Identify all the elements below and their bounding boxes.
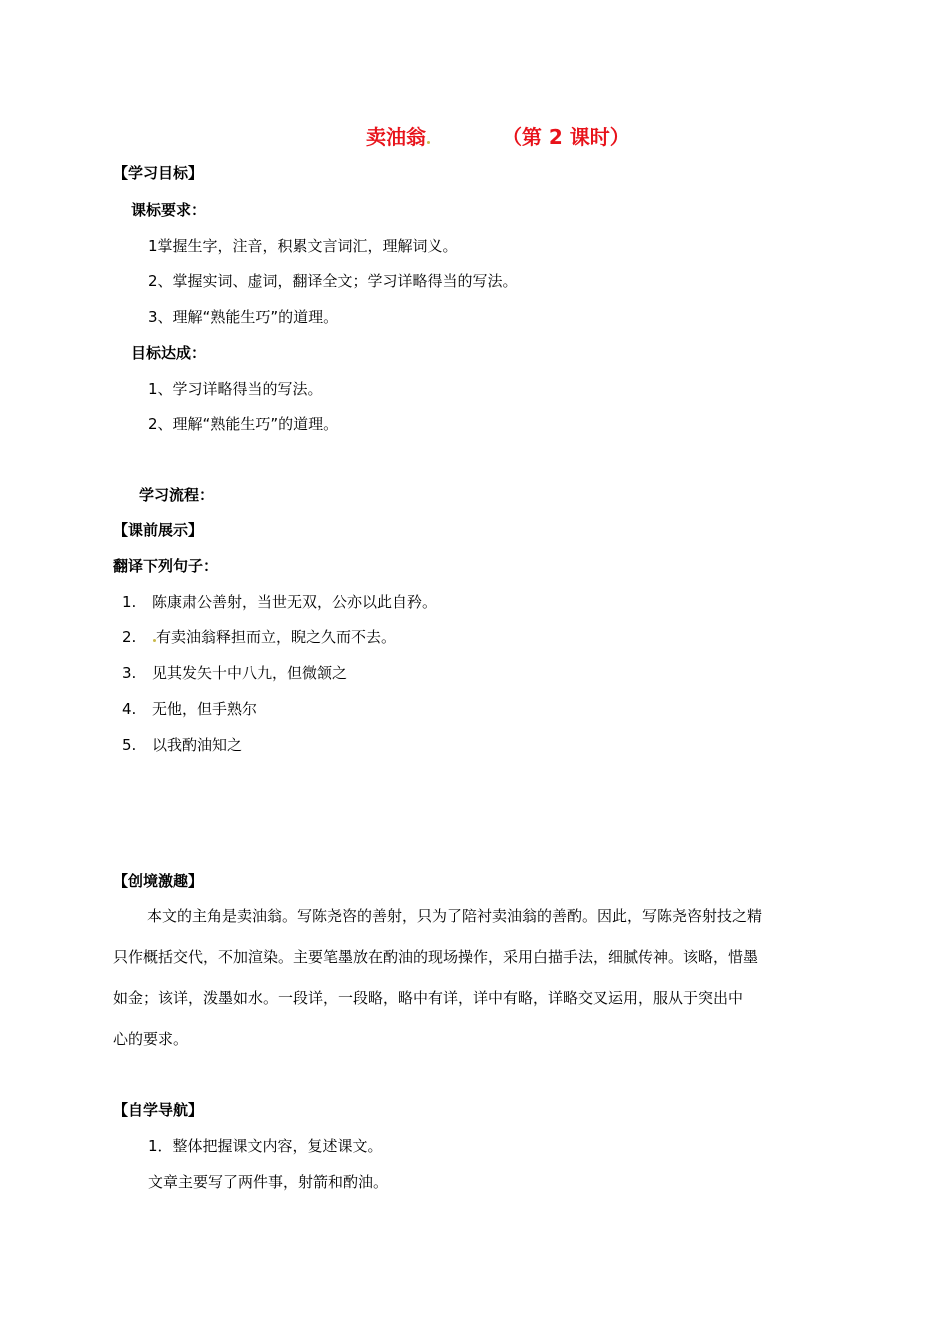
sentence-item	[122, 663, 347, 683]
sentence-text: 有卖油翁释担而立，睨之久而不去。	[156, 628, 397, 646]
sentence-item	[122, 735, 242, 755]
selfstudy-item: 1．整体把握课文内容，复述课文。	[148, 1137, 383, 1155]
preview-heading: 【课前展示】	[113, 521, 204, 539]
sentence-item	[122, 699, 257, 719]
sentence-item	[122, 592, 437, 612]
selfstudy-answer: 文章主要写了两件事，射箭和酌油。	[148, 1173, 389, 1191]
title-lesson: （第 2 课时）	[501, 125, 630, 149]
curriculum-label: 课标要求：	[131, 201, 207, 219]
scene-line: 如金；该详，泼墨如水。一段详，一段略，略中有详，详中有略，详略交叉运用，服从于突出中	[113, 989, 744, 1007]
sentence-number: 5.	[122, 736, 137, 754]
sentence-text: 见其发矢十中八九，但微颔之	[152, 664, 348, 682]
target-item: 2、理解“熟能生巧”的道理。	[148, 415, 339, 433]
title-main: 卖油翁	[366, 125, 426, 149]
goals-heading: 【学习目标】	[113, 164, 204, 182]
selfstudy-heading: 【自学导航】	[113, 1101, 204, 1119]
translate-label: 翻译下列句子：	[113, 557, 219, 575]
sentence-text: 无他，但手熟尔	[152, 700, 258, 718]
target-label: 目标达成：	[131, 344, 207, 362]
sentence-number: 1.	[122, 593, 137, 611]
scene-line: 本文的主角是卖油翁。写陈尧咨的善射，只为了陪衬卖油翁的善酌。因此，写陈尧咨射技之精	[147, 907, 763, 925]
sentence-text: 以我酌油知之	[152, 736, 243, 754]
scene-line: 心的要求。	[113, 1030, 189, 1048]
scene-line: 只作概括交代，不加渲染。主要笔墨放在酌油的现场操作，采用白描手法，细腻传神。该略，惜墨	[113, 948, 759, 966]
page-title	[366, 124, 630, 150]
scene-heading: 【创境激趣】	[113, 872, 204, 890]
target-item: 1、学习详略得当的写法。	[148, 380, 323, 398]
sentence-number: 2.	[122, 628, 137, 646]
curriculum-item: 2、掌握实词、虚词，翻译全文；学习详略得当的写法。	[148, 272, 518, 290]
curriculum-item: 1掌握生字，注音，积累文言词汇，理解词义。	[148, 237, 458, 255]
sentence-item	[122, 627, 396, 647]
process-label: 学习流程：	[139, 486, 215, 504]
sentence-number: 3.	[122, 664, 137, 682]
mark-dot	[427, 141, 430, 144]
sentence-text: 陈康肃公善射，当世无双，公亦以此自矜。	[152, 593, 438, 611]
scene-paragraph	[113, 896, 838, 1060]
sentence-number: 4.	[122, 700, 137, 718]
curriculum-item: 3、理解“熟能生巧”的道理。	[148, 308, 339, 326]
